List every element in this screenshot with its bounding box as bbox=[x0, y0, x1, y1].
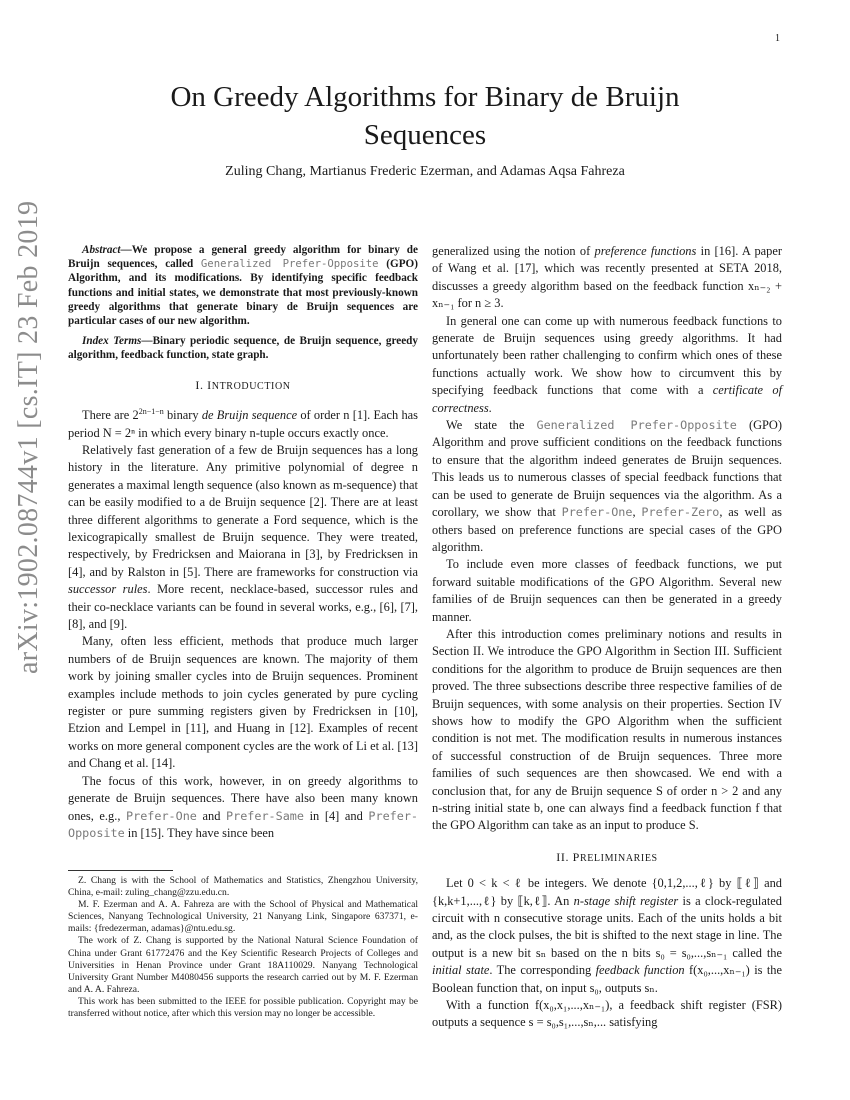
sec1-num: I. bbox=[195, 377, 208, 392]
prefer-opposite: Prefer-Opposite bbox=[68, 808, 418, 840]
sec1-rest: NTRODUCTION bbox=[211, 380, 291, 392]
p4b: and bbox=[196, 808, 227, 823]
r1it: preference functions bbox=[594, 244, 697, 258]
p1sup: 2n−1−n bbox=[138, 407, 164, 417]
right-column bbox=[432, 243, 782, 1032]
sec2-cap: P bbox=[572, 849, 580, 864]
sec1-cap: I bbox=[207, 377, 212, 392]
page-number: 1 bbox=[775, 33, 780, 44]
r3b: (GPO) Algorithm and prove sufficient conditions on the feedback functions to ensure that the algorithm indeed generates de Bruijn sequences. This leads us to numerous classes of special feedback functions that can be used to generate de Bruijn sequences via the algorithm. As a corollary, we show that bbox=[432, 418, 782, 520]
abstract-text-1: —We propose a general greedy algorithm for binary de Bruijn sequences, called bbox=[68, 244, 418, 271]
prefer-one-2: Prefer-One bbox=[561, 505, 633, 520]
r3c: , bbox=[632, 505, 642, 520]
right-paragraph-6 bbox=[432, 875, 782, 997]
right-paragraph-4: To include even more classes of feedback functions, we put forward suitable modifications of the GPO Algorithm. Several new families of de Bruijn sequences can then be generated in a greedy manner. bbox=[432, 557, 782, 624]
right-paragraph-3 bbox=[432, 417, 782, 556]
sec2-num: II. bbox=[556, 849, 573, 864]
footnote-rule bbox=[68, 870, 173, 871]
algo-name: Generalized Prefer-Opposite bbox=[200, 257, 379, 271]
r2a: In general one can come up with numerous feedback functions to generate de Bruijn sequences using greedy algorithms. It had unfortunately been rather challenging to confirm which ones of these functions actually work. We show how to circumvent this by specifying feedback functions that come with a bbox=[432, 313, 782, 398]
sec2-rest: RELIMINARIES bbox=[579, 852, 658, 864]
intro-paragraph-3: Many, often less efficient, methods that produce much larger numbers of de Bruijn sequences are known. The majority of them work by joining smaller cycles into de Bruijn sequences. Prominent examples include methods to join cycles generated by pure cycling register or pure summing registers given by Fredricksen in [10], Etzion and Lempel in [11], and Huang in [12]. Examples of recent works on more general component cycles are the work of Li et al. [13] and Chang et al. [14]. bbox=[68, 634, 418, 771]
abstract-label: Abstract bbox=[82, 244, 121, 256]
r6it2: initial state bbox=[432, 963, 490, 978]
r6c: . The corresponding bbox=[489, 963, 596, 978]
paper-title bbox=[90, 78, 760, 154]
intro-paragraph-4 bbox=[68, 773, 418, 843]
r3a: We state the bbox=[446, 418, 537, 433]
p2a: Relatively fast generation of a few de Bruijn sequences has a long history in the literature. Any primitive polynomial of degree n generates a maximal length sequence (also known as m-sequence) that can be easily modified to a de Bruijn sequence [2]. There are at least three different algorithms to generate a Ford sequence, which is the lexicograpically smallest de Bruijn sequence. They were treated, respectively, by Fredricksen and Maiorana in [3], by Fredricksen in [4], and by Ralston in [5]. There are frameworks for construction via bbox=[68, 442, 418, 579]
prefer-same: Prefer-Same bbox=[226, 808, 304, 823]
intro-paragraph-1 bbox=[68, 403, 418, 442]
footnote-3: The work of Z. Chang is supported by the National Natural Science Foundation of China under Grant 61772476 and the Key Scientific Research Projects of Colleges and Universities in Henan Province under Grant 18A110029. Nanyang Technological University Grant Number M4080456 supports the research carried out by M. F. Ezerman and A. A. Fahreza. bbox=[68, 935, 418, 995]
prefer-zero: Prefer-Zero bbox=[641, 505, 720, 520]
p4c: in [4] and bbox=[303, 808, 369, 823]
p1it: de Bruijn sequence bbox=[201, 408, 298, 423]
index-terms-text: —Binary periodic sequence, de Bruijn sequence, greedy algorithm, feedback function, state graph. bbox=[68, 335, 418, 362]
intro-paragraph-2 bbox=[68, 442, 418, 633]
index-terms-label: Index Terms bbox=[82, 335, 142, 348]
r1a: generalized using the notion of bbox=[432, 244, 595, 258]
gpo-name: Generalized Prefer-Opposite bbox=[536, 418, 737, 433]
arxiv-stamp: arXiv:1902.08744v1 [cs.IT] 23 Feb 2019 bbox=[13, 200, 44, 674]
p1a: There are 2 bbox=[82, 408, 139, 423]
r2b: . bbox=[488, 400, 492, 415]
index-terms bbox=[68, 334, 418, 362]
r2it: certificate of correctness bbox=[432, 383, 783, 415]
footnote-1: Z. Chang is with the School of Mathematics and Statistics, Zhengzhou University, China, e-mail: zuling_chang@zzu.edu.cn. bbox=[68, 875, 418, 899]
author-list: Zuling Chang, Martianus Frederic Ezerman, and Adamas Aqsa Fahreza bbox=[225, 164, 625, 179]
footnote-2: M. F. Ezerman and A. A. Fahreza are with the School of Physical and Mathematical Sciences, Nanyang Technological University, 21 Nanyang Link, Singapore 637371, e-mails: {fredezerman, adamas}@ntu.edu.sg. bbox=[68, 899, 418, 935]
r6a: Let 0 < k < ℓ be integers. We denote {0,1,2,...,ℓ} by ⟦ℓ⟧ and {k,k+1,...,ℓ} by ⟦k,ℓ⟧. An bbox=[432, 876, 782, 908]
prefer-one: Prefer-One bbox=[126, 808, 197, 823]
r6b: is a clock-regulated circuit with n consecutive storage units. Each of the units holds a bit and, as the clock pulses, the bit is shifted to the next stage in line. The output is a new bit sₙ based on the n bits s₀ = s₀,...,sₙ₋₁ called the bbox=[432, 893, 782, 960]
abstract-text-2: (GPO) Algorithm, and its modifications. By identifying specific feedback functions and initial states, we demonstrate that most previously-known greedy algorithms that generate binary de Bruijn sequences are particular cases of our new algorithm. bbox=[68, 258, 418, 328]
abstract bbox=[68, 243, 418, 328]
r6d: f(x₀,...,xₙ₋₁) is the Boolean function that, on input s₀, outputs sₙ. bbox=[432, 963, 782, 995]
left-column bbox=[68, 243, 418, 842]
title-line-1: On Greedy Algorithms for Binary de Bruijn bbox=[170, 81, 680, 113]
r6it: n-stage shift register bbox=[573, 893, 679, 908]
footnote-4: This work has been submitted to the IEEE for possible publication. Copyright may be transferred without notice, after which this version may no longer be accessible. bbox=[68, 995, 418, 1020]
r6it3: feedback function bbox=[595, 963, 685, 978]
right-paragraph-5: After this introduction comes preliminary notions and results in Section II. We introduce the GPO Algorithm in Section III. Sufficient conditions for the algorithm to produce de Bruijn sequences are then proved. The three subsections describe three respective families of de Bruijn sequences, with some analysis on their properties. Section IV shows how to modify the GPO Algorithm when the sufficient condition is not met. The modification results in numerous instances of successful construction of de Bruijn sequences. Three more families of such sequences are then showcased. We end with a conclusion that, for any de Bruijn sequence S of order n > 2 and any n-string initial state b, one can always find a feedback function f that the GPO Algorithm can take as an input to produce S. bbox=[432, 626, 782, 833]
p1c: of order n [1]. Each has period N = 2ⁿ in which every binary n-tuple occurs exactly once. bbox=[68, 408, 419, 440]
right-paragraph-2 bbox=[432, 313, 782, 417]
r3d: , as well as others based on preference functions are special cases of the GPO algorithm. bbox=[432, 505, 782, 554]
p1b: binary bbox=[163, 408, 202, 423]
right-paragraph-7: With a function f(x₀,x₁,...,xₙ₋₁), a feedback shift register (FSR) outputs a sequence s = s₀,s₁,...,sₙ,... satisfying bbox=[432, 998, 782, 1030]
r1b: in [16]. A paper of Wang et al. [17], which was recently presented at SETA 2018, discusses a greedy algorithm based on the feedback function xₙ₋₂ + xₙ₋₁ for n ≥ 3. bbox=[432, 244, 782, 311]
p2b: . More recent, necklace-based, successor rules and their co-necklace variants can be found in several works, e.g., [6], [7], [8], and [9]. bbox=[68, 582, 418, 632]
title-line-2: Sequences bbox=[363, 119, 487, 151]
p4a: The focus of this work, however, in on greedy algorithms to generate de Bruijn sequences. There have also been many known ones, e.g., bbox=[68, 773, 418, 823]
p4d: in [15]. They have since been bbox=[124, 825, 275, 840]
p2it: successor rules bbox=[68, 582, 148, 597]
right-paragraph-1 bbox=[432, 243, 782, 313]
section-heading-preliminaries bbox=[432, 849, 782, 867]
section-heading-intro bbox=[68, 377, 418, 395]
footnotes bbox=[68, 870, 418, 1020]
